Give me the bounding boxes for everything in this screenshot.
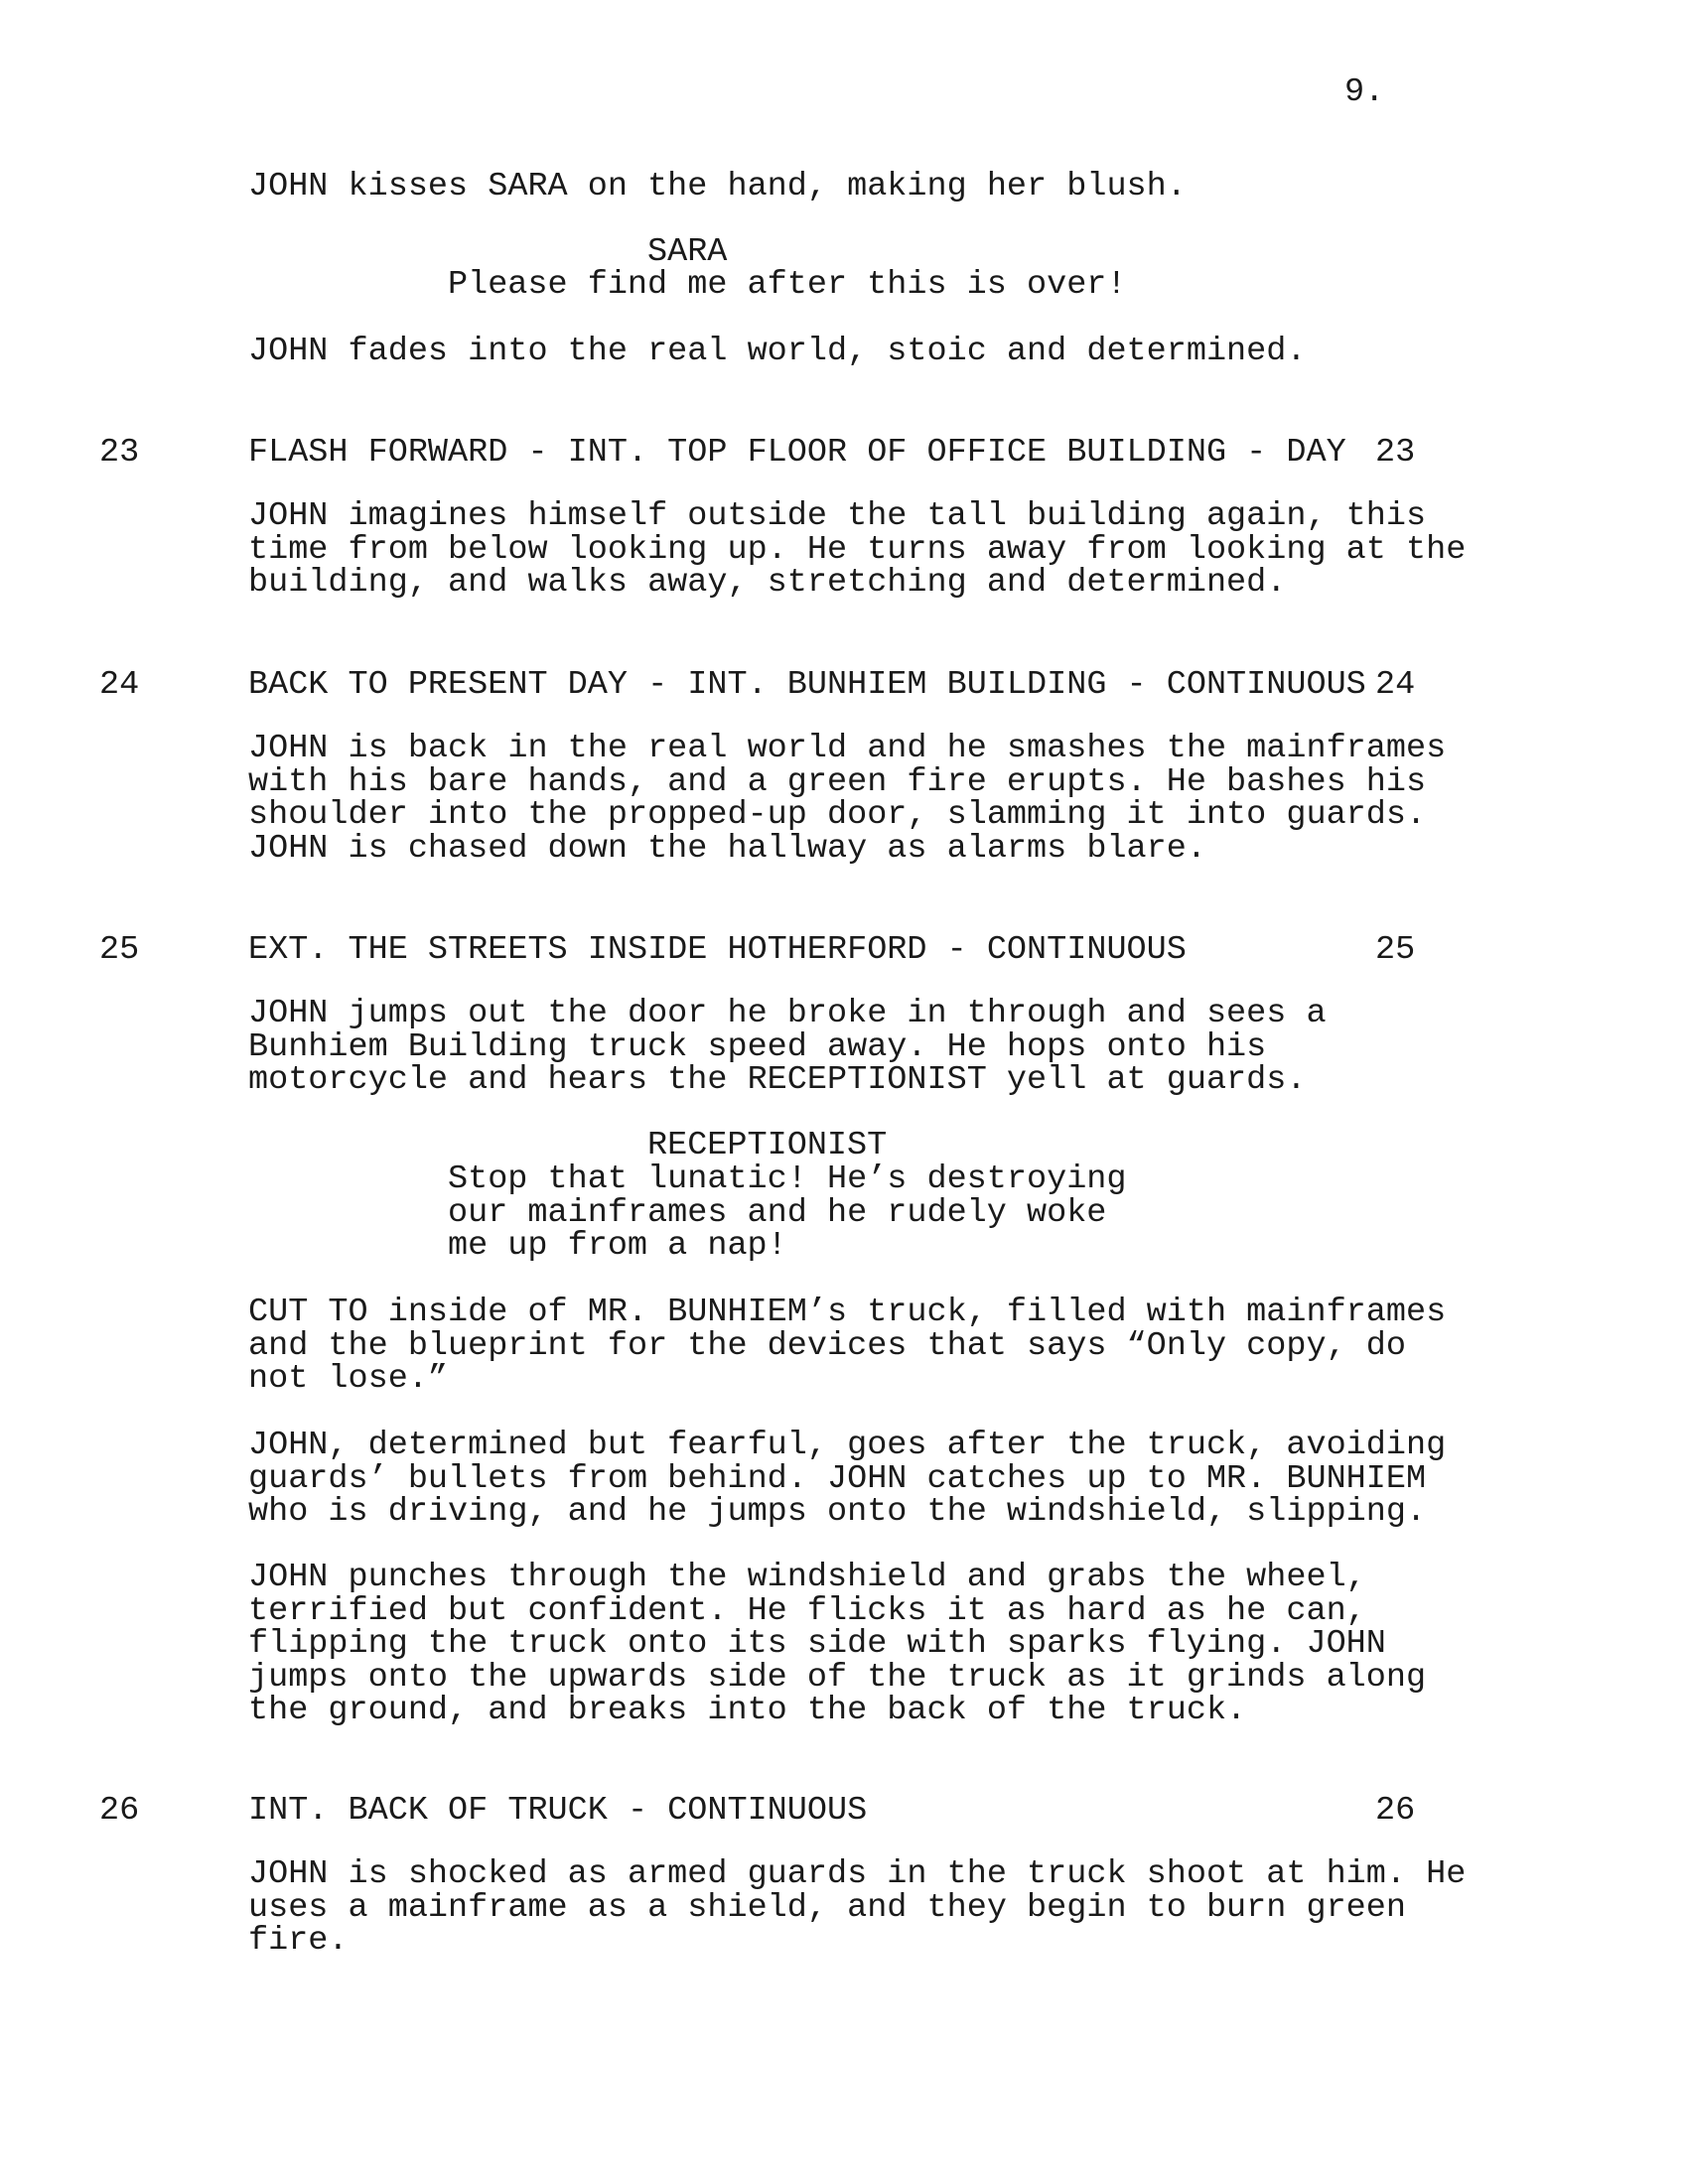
scene-number-left: 25 [99,931,140,969]
scene-number-right: 24 [1375,666,1416,704]
scene-number-right: 23 [1375,434,1416,472]
dialogue-text: Stop that lunatic! He’s destroying our mainframes and he rudely woke me up from a nap! [448,1160,1127,1265]
scene-number-left: 24 [99,666,140,704]
scene-number-left: 23 [99,434,140,472]
action-text: JOHN punches through the windshield and grabs the wheel, terrified but confident. He flicks it as hard as he can, flipping the truck onto its side with sparks flying. JOHN jumps onto the upwards side of the truck as it grinds along the ground, and breaks into the back of the truck. [248,1559,1427,1729]
character-name: SARA [647,233,728,271]
action-text: JOHN is shocked as armed guards in the truck shoot at him. He uses a mainframe as a shield, and they begin to burn green fire. [248,1855,1467,1960]
scene-heading: EXT. THE STREETS INSIDE HOTHERFORD - CONTINUOUS [248,931,1187,969]
page-number: 9. [1344,73,1385,111]
scene-heading: INT. BACK OF TRUCK - CONTINUOUS [248,1792,868,1830]
scene-number-right: 26 [1375,1792,1416,1830]
scene-number-right: 25 [1375,931,1416,969]
action-text: JOHN, determined but fearful, goes after the truck, avoiding guards’ bullets from behind. JOHN catches up to MR. BUNHIEM who is driving, and he jumps onto the windshield, slipping. [248,1427,1447,1531]
action-text: JOHN kisses SARA on the hand, making her blush. [248,168,1187,205]
action-text: CUT TO inside of MR. BUNHIEM’s truck, filled with mainframes and the blueprint for the devices that says “Only copy, do not lose.” [248,1294,1447,1398]
action-text: JOHN imagines himself outside the tall building again, this time from below looking up. He turns away from looking at the building, and walks away, stretching and determined. [248,497,1467,602]
scene-number-left: 26 [99,1792,140,1830]
dialogue-text: Please find me after this is over! [448,266,1127,304]
action-text: JOHN jumps out the door he broke in through and sees a Bunhiem Building truck speed away. He hops onto his motorcycle and hears the RECEPTIONIST yell at guards. [248,995,1327,1099]
character-name: RECEPTIONIST [647,1127,888,1164]
scene-heading: FLASH FORWARD - INT. TOP FLOOR OF OFFICE BUILDING - DAY [248,434,1346,472]
action-text: JOHN is back in the real world and he smashes the mainframes with his bare hands, and a green fire erupts. He bashes his shoulder into the propped-up door, slamming it into guards. JOHN is chased down the hallway as alarms blare. [248,730,1447,868]
action-text: JOHN fades into the real world, stoic and determined. [248,333,1307,370]
scene-heading: BACK TO PRESENT DAY - INT. BUNHIEM BUILDING - CONTINUOUS [248,666,1366,704]
